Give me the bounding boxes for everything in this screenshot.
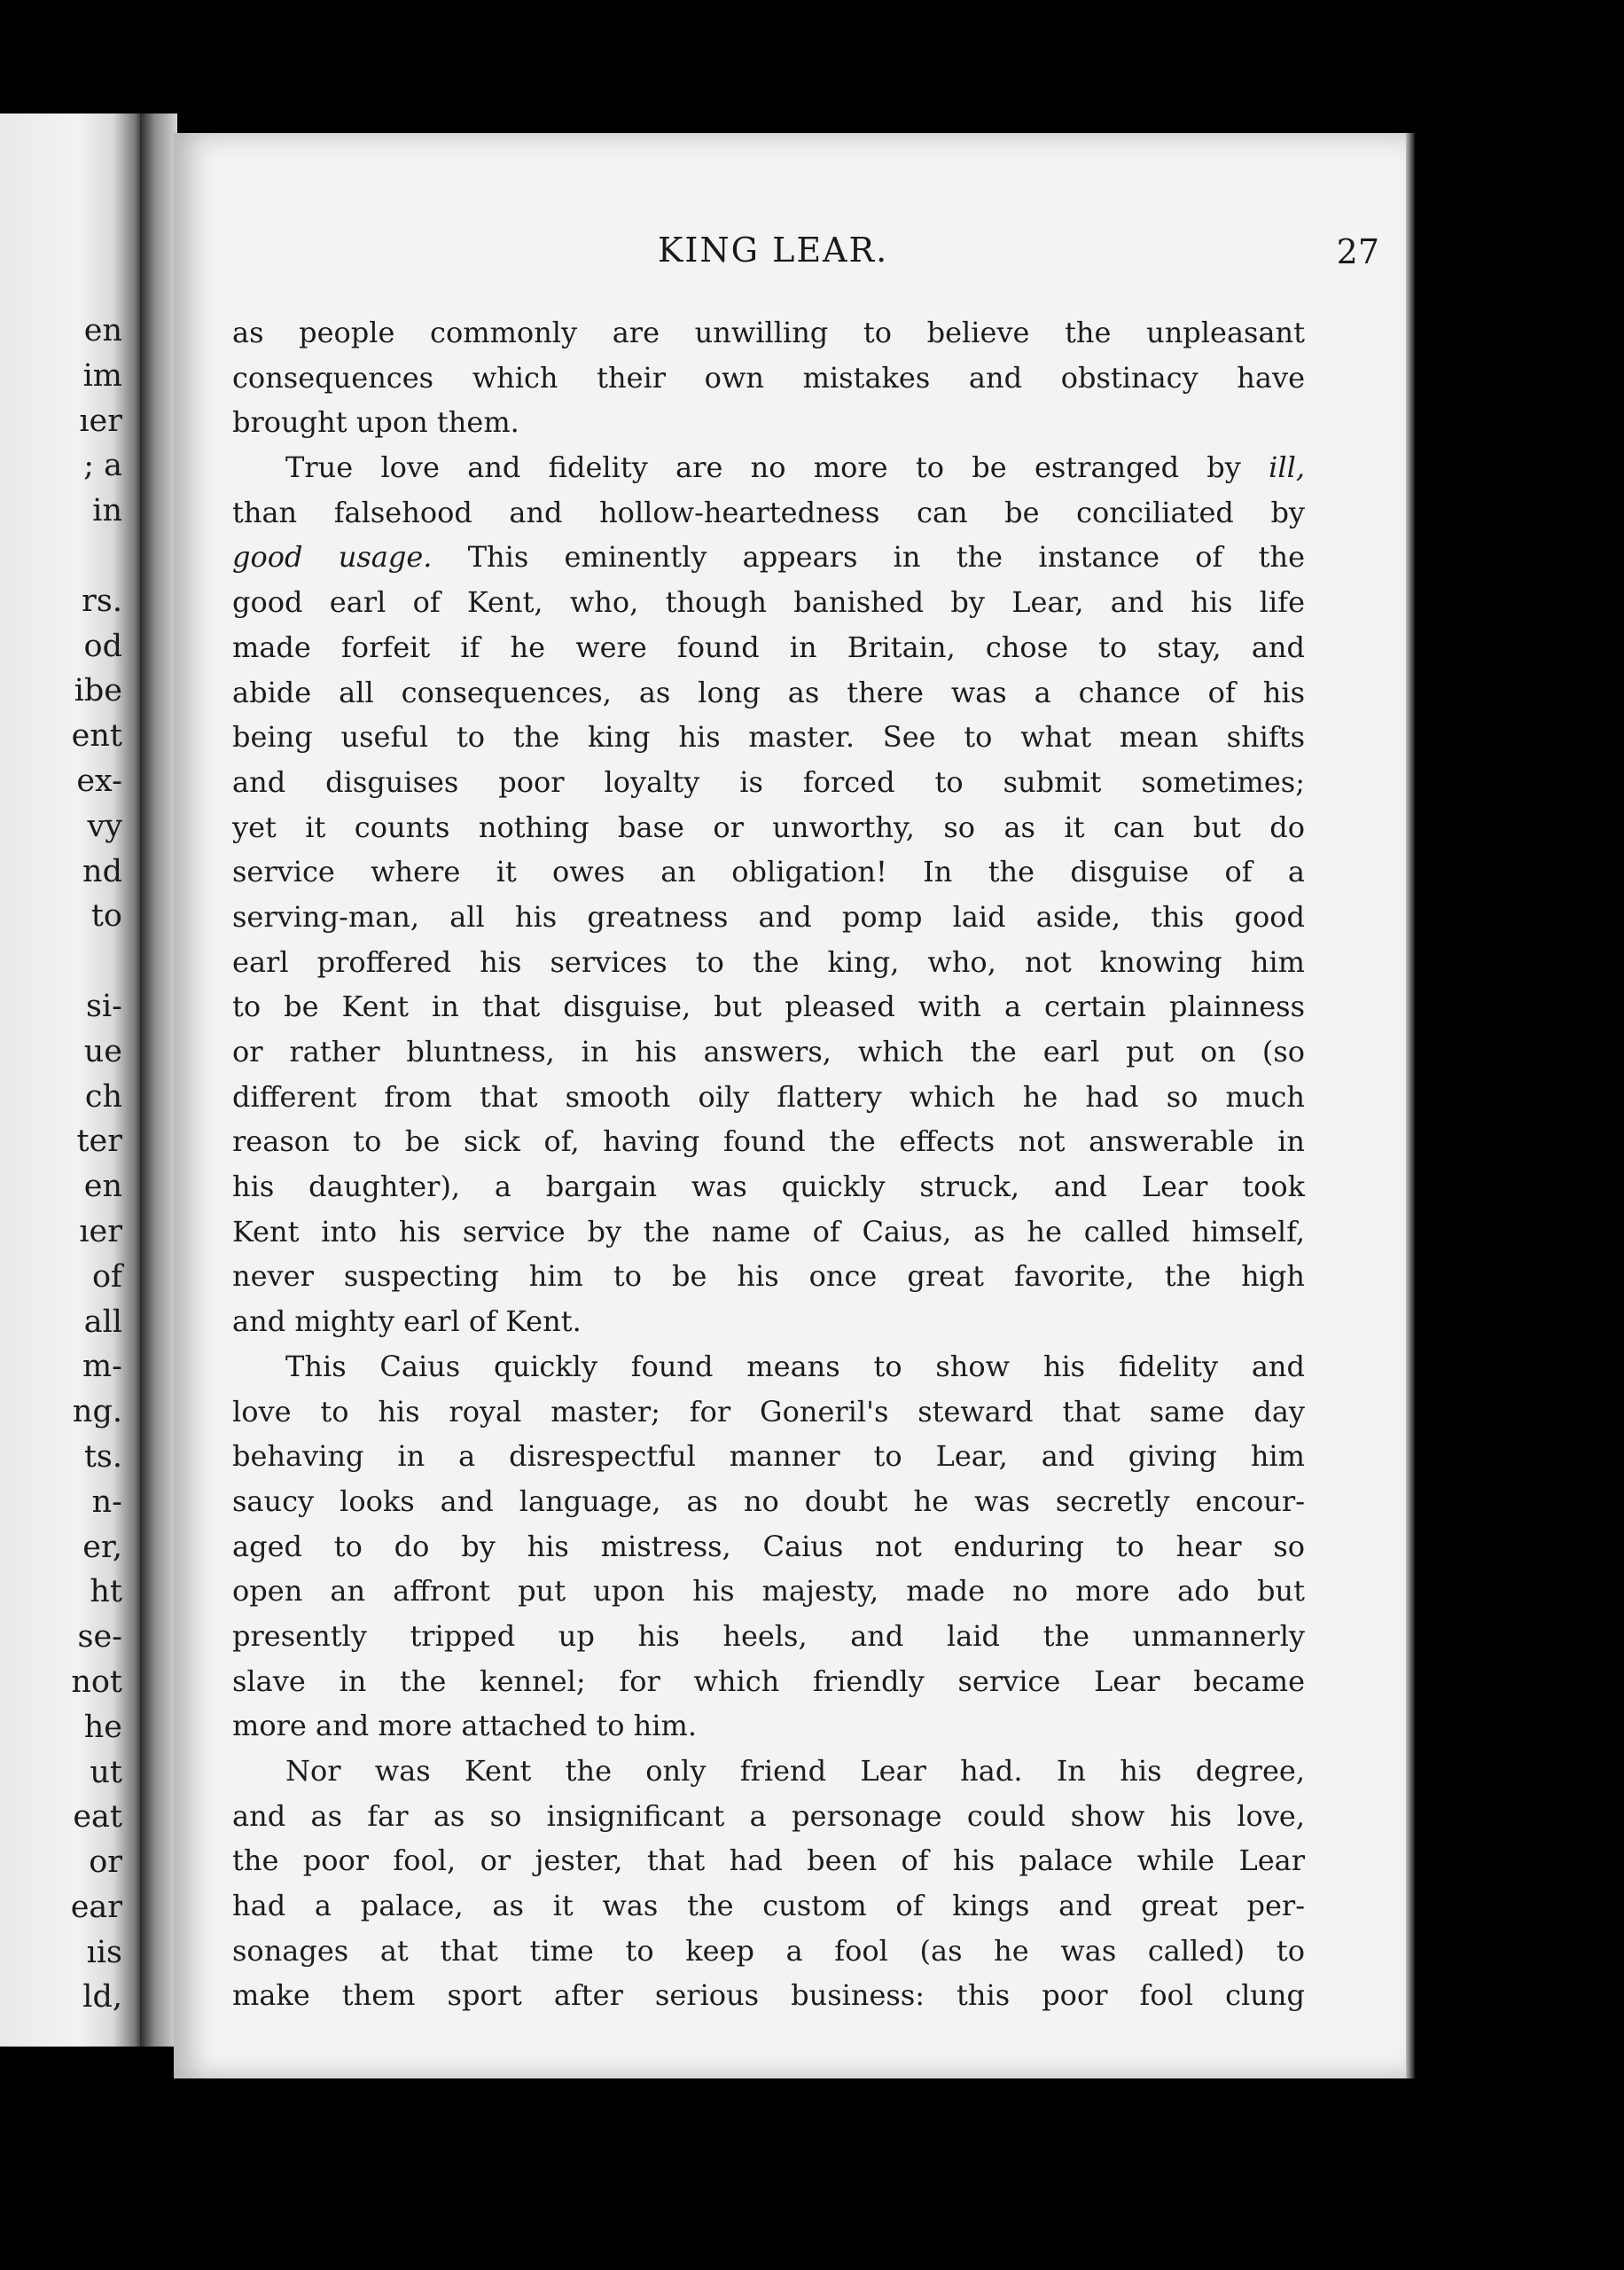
text-line: consequences which their own mistakes and obstinacy have: [232, 360, 1305, 395]
left-page-fragment: ue: [83, 1033, 122, 1069]
left-page-fragment: all: [83, 1303, 122, 1340]
left-page-fragment: of: [91, 1258, 122, 1295]
text-line: the poor fool, or jester, that had been of his palace while Lear: [232, 1843, 1305, 1878]
left-page-fragment: ch: [84, 1078, 122, 1115]
book-gutter: [140, 114, 177, 2047]
body-text: [232, 310, 1305, 2018]
left-page-text-fragments: [71, 309, 122, 2020]
left-page-fragment: se-: [77, 1619, 122, 1656]
left-page-fragment: ıer: [79, 403, 122, 439]
text-line: never suspecting him to be his once great favorite, the high: [232, 1259, 1305, 1294]
text-line: abide all consequences, as long as there was a chance of his: [232, 675, 1305, 709]
left-page-fragment: im: [82, 357, 122, 394]
left-page-fragment: en: [83, 1169, 122, 1205]
left-page-fragment: ter: [76, 1123, 122, 1160]
italic-text-run: good usage.: [232, 540, 433, 575]
text-run: True love and fidelity are no more to be estranged by: [285, 450, 1269, 485]
left-page-fragment: to: [90, 898, 122, 935]
running-head: [174, 231, 1406, 284]
text-line: good earl of Kent, who, though banished by Lear, and his life: [232, 585, 1305, 620]
text-line: than falsehood and hollow-heartedness can be conciliated by: [232, 495, 1305, 529]
left-page-fragment: ex-: [76, 763, 122, 799]
text-line: reason to be sick of, having found the effects not answerable in: [232, 1124, 1305, 1159]
text-line: [232, 445, 1305, 490]
left-page-fragment: ıer: [79, 1213, 122, 1249]
left-page-fragment: n-: [91, 1483, 122, 1520]
text-line: more and more attached to him.: [232, 1709, 698, 1743]
text-line: sonages at that time to keep a fool (as he was called) to: [232, 1933, 1305, 1968]
left-page-fragment: ıis: [86, 1934, 122, 1970]
left-page-fragment: ; a: [83, 448, 122, 484]
left-page-fragment: m-: [82, 1349, 122, 1385]
page-edge-shadow: [1406, 133, 1415, 2078]
left-page-fragment: er,: [82, 1529, 122, 1565]
text-line: Nor was Kent the only friend Lear had. In his degree,: [285, 1754, 1305, 1788]
text-line: to be Kent in that disguise, but pleased with a certain plainness: [232, 990, 1305, 1024]
left-page-fragment: ut: [90, 1754, 122, 1790]
text-line: earl proffered his services to the king, who, not knowing him: [232, 944, 1305, 979]
text-line: yet it counts nothing base or unworthy, so as it can but do: [232, 810, 1305, 844]
left-page-fragment: ld,: [82, 1979, 122, 2016]
left-page-fragment: od: [83, 628, 122, 664]
text-line: presently tripped up his heels, and laid the unmannerly: [232, 1618, 1305, 1653]
text-line: saucy looks and language, as no doubt he was secretly encour-: [232, 1483, 1305, 1518]
left-page-fragment: ent: [71, 718, 122, 755]
page-number: 27: [1336, 232, 1379, 271]
left-page-fragment: rs.: [82, 583, 122, 619]
left-page-fragment: ts.: [83, 1438, 122, 1475]
left-page-fragment: not: [71, 1663, 122, 1700]
italic-text-run: ill,: [1269, 450, 1305, 485]
text-line: slave in the kennel; for which friendly service Lear became: [232, 1663, 1305, 1698]
text-run: This eminently appears in the instance of the: [432, 540, 1306, 575]
text-line: brought upon them.: [232, 405, 519, 440]
left-page-fragment: or: [89, 1844, 122, 1881]
left-page-fragment: he: [83, 1709, 122, 1745]
left-page-fragment: eat: [73, 1799, 122, 1836]
text-line: [232, 535, 1305, 580]
text-line: behaving in a disrespectful manner to Lear, and giving him: [232, 1439, 1305, 1474]
book-page: [174, 133, 1406, 2078]
left-page-edge: [0, 114, 142, 2047]
text-line: service where it owes an obligation! In the disguise of a: [232, 855, 1305, 889]
left-page-fragment: en: [83, 313, 122, 348]
left-page-fragment: ear: [70, 1889, 122, 1925]
left-page-fragment: si-: [86, 988, 122, 1024]
text-line: had a palace, as it was the custom of kings and great per-: [232, 1889, 1305, 1923]
left-page-fragment: [71, 534, 122, 579]
left-page-fragment: ibe: [74, 673, 122, 709]
text-line: and mighty earl of Kent.: [232, 1304, 582, 1339]
text-line: or rather bluntness, in his answers, which the earl put on (so: [232, 1035, 1305, 1068]
text-line: being useful to the king his master. See to what mean shifts: [232, 720, 1305, 755]
text-line: serving-man, all his greatness and pomp laid aside, this good: [232, 899, 1305, 934]
text-line: This Caius quickly found means to show his fidelity and: [285, 1349, 1305, 1383]
left-page-fragment: ht: [90, 1574, 122, 1610]
text-line: make them sport after serious business: this poor fool clung: [232, 1978, 1305, 2013]
running-title: KING LEAR.: [658, 231, 889, 270]
text-line: Kent into his service by the name of Caius, as he called himself,: [232, 1214, 1305, 1248]
left-page-fragment: nd: [82, 853, 122, 889]
left-page-fragment: [71, 939, 122, 984]
left-page-fragment: vy: [87, 808, 122, 844]
text-line: aged to do by his mistress, Caius not enduring to hear so: [232, 1529, 1305, 1563]
text-line: his daughter), a bargain was quickly struck, and Lear took: [232, 1170, 1305, 1204]
text-line: made forfeit if he were found in Britain, chose to stay, and: [232, 630, 1305, 664]
left-page-fragment: in: [92, 493, 122, 529]
text-line: and as far as so insignificant a personage could show his love,: [232, 1798, 1305, 1833]
text-line: different from that smooth oily flattery which he had so much: [232, 1079, 1305, 1114]
left-page-fragment: ng.: [72, 1394, 122, 1430]
text-line: love to his royal master; for Goneril's steward that same day: [232, 1394, 1305, 1429]
text-line: and disguises poor loyalty is forced to submit sometimes;: [232, 764, 1305, 799]
text-line: open an affront put upon his majesty, made no more ado but: [232, 1574, 1305, 1609]
text-line: as people commonly are unwilling to believe the unpleasant: [232, 316, 1305, 349]
